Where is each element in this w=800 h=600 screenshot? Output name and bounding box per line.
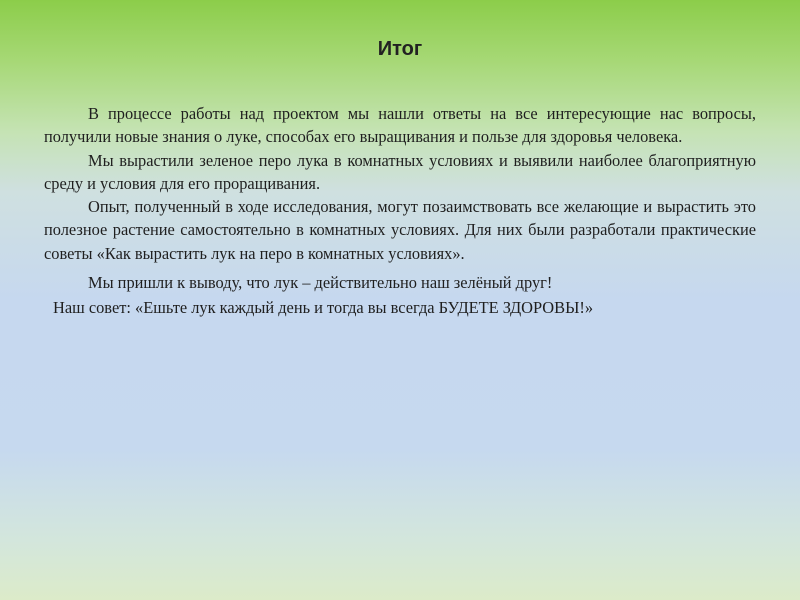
paragraph-grown: Мы вырастили зеленое перо лука в комнатных условиях и выявили наиболее благоприятную среду и условия для его проращивания.: [44, 150, 756, 193]
paragraph-advice: Наш совет: «Ешьте лук каждый день и тогда вы всегда БУДЕТЕ ЗДОРОВЫ!»: [53, 298, 594, 318]
paragraph-process: В процессе работы над проектом мы нашли ответы на все интересующие нас вопросы, получили новые знания о луке, способах его выращивания и пользе для здоровья человека.: [44, 104, 756, 147]
slide-title: Итог: [377, 38, 423, 60]
paragraph-conclusion: Мы пришли к выводу, что лук – действительно наш зелёный друг!: [88, 273, 553, 293]
paragraph-experience: Опыт, полученный в ходе исследования, могут позаимствовать все желающие и вырастить это полезное растение самостоятельно в комнатных условиях. Для них были разработали практические советы «Как вырастить лук на перо в комнатных условиях».: [44, 197, 756, 263]
slide-body: [44, 102, 756, 320]
